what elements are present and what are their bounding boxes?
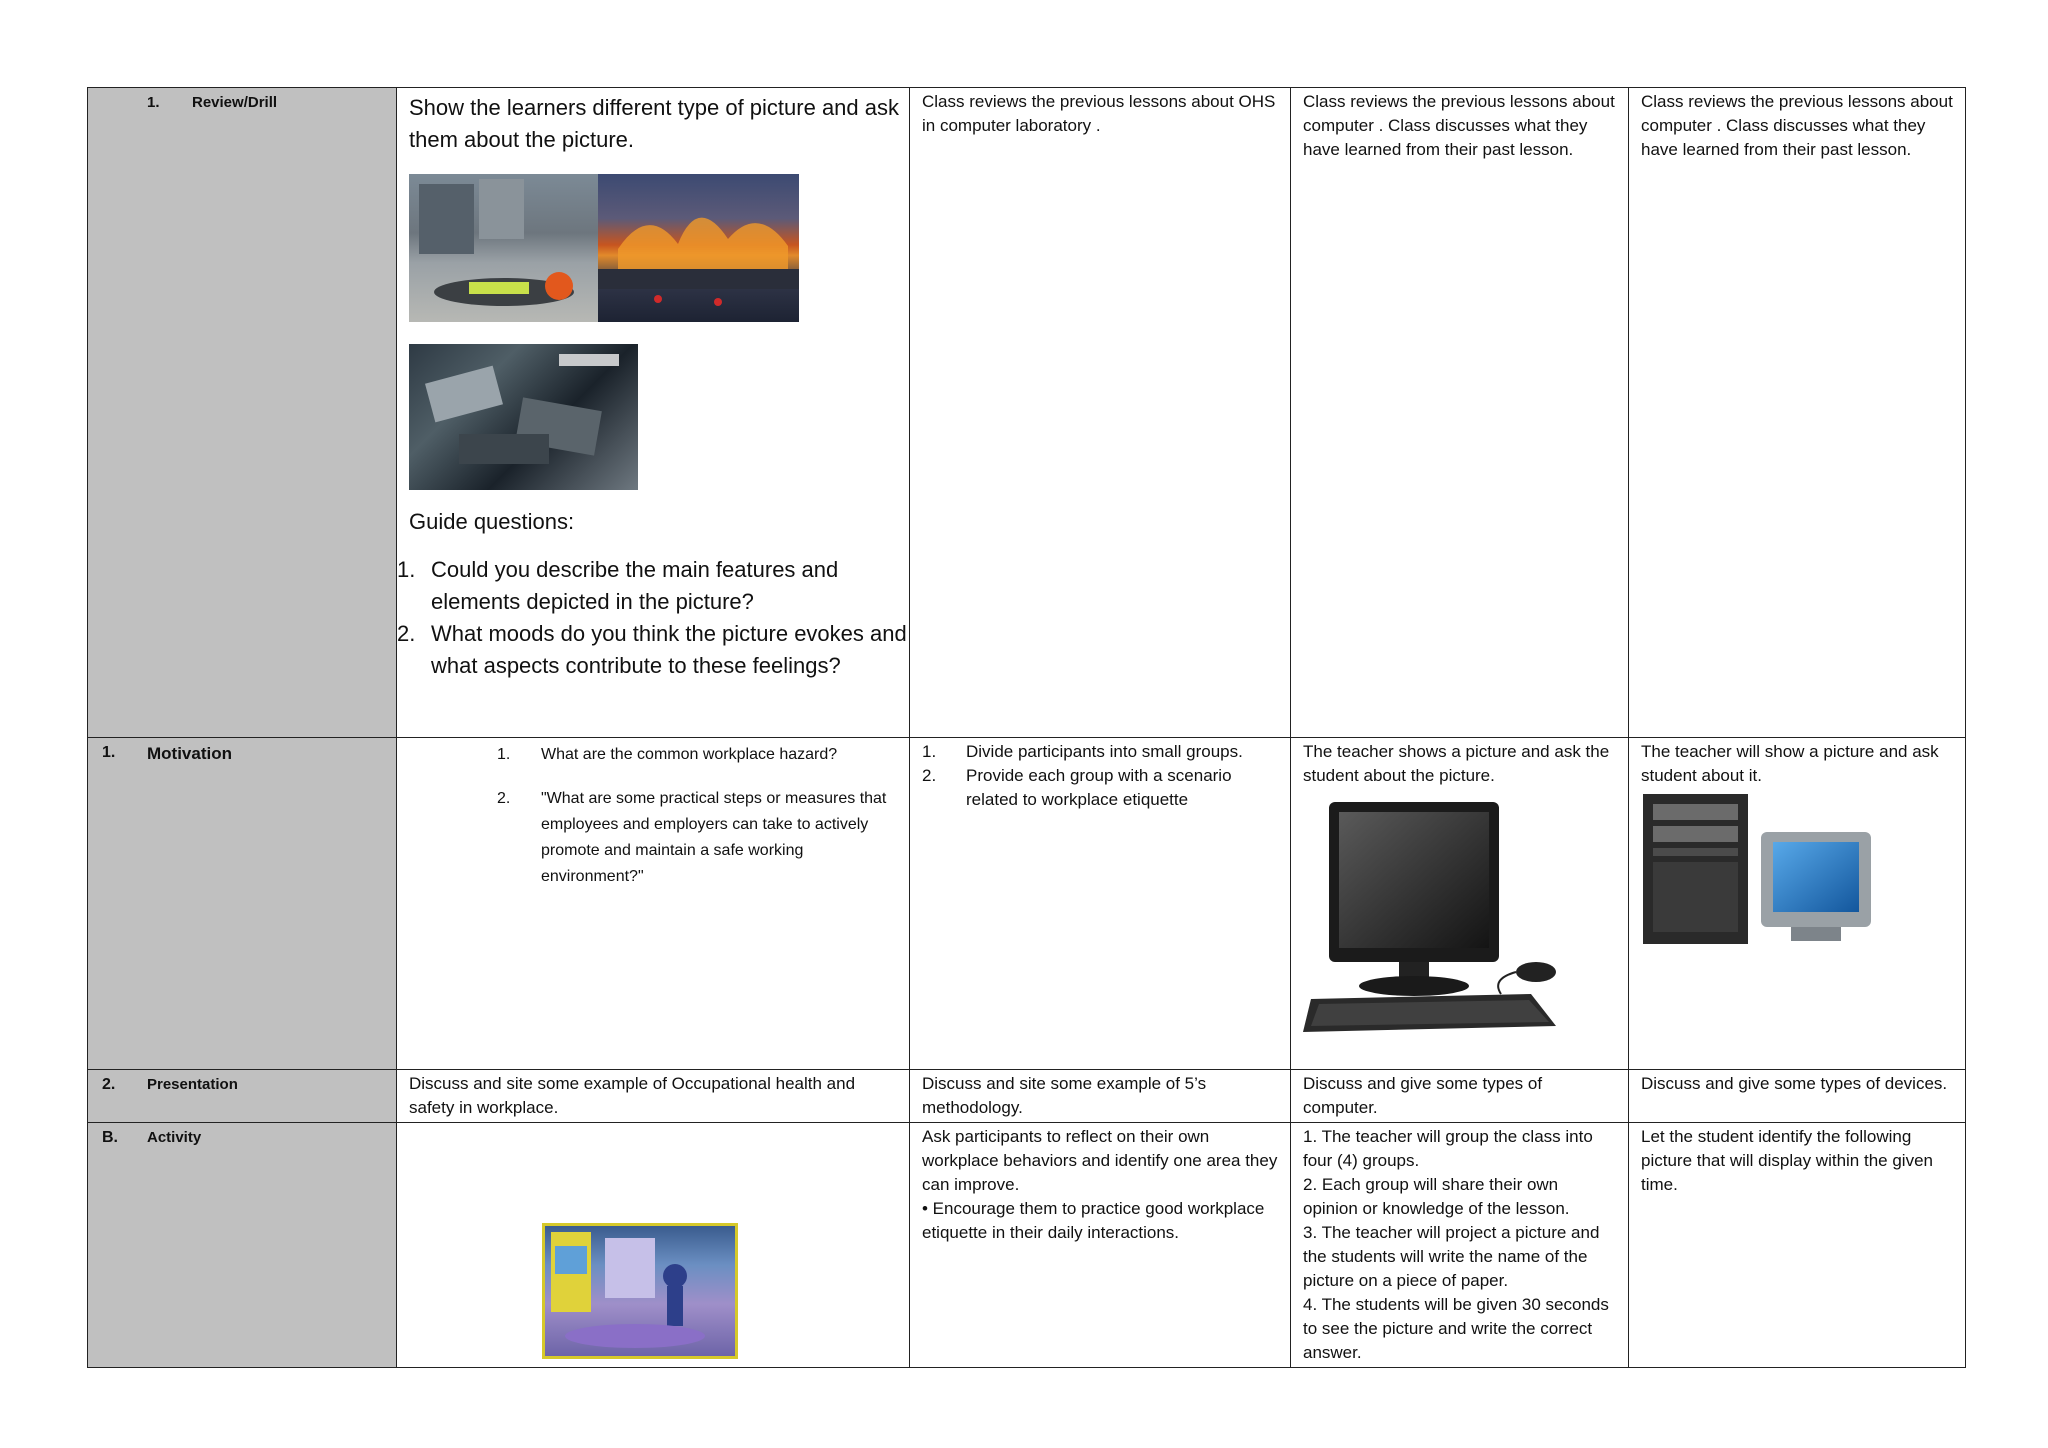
row-label-text: Motivation [147,744,232,763]
motivation-col2-cell [910,738,1291,1070]
review-intro-text: Show the learners different type of picture and ask them about the picture. [409,95,899,152]
row-label-cell [88,1070,397,1123]
motivation-questions-list [397,738,909,890]
row-label-text: Presentation [147,1076,238,1093]
list-text: What are the common workplace hazard? [541,746,838,763]
activity-col4-text: Let the student identify the following picture that will display within the given time. [1641,1127,1933,1194]
row-presentation [88,1070,1966,1123]
review-strategy-cell [397,88,910,738]
motivation-questions-cell [397,738,910,1070]
list-number: 1. [397,557,416,582]
presentation-col3-text: Discuss and give some types of computer. [1303,1074,1543,1117]
hazard-scene-icon [545,1226,735,1356]
row-label-number: 1. [147,94,160,111]
fire-icon [598,174,799,322]
list-number: 1. [497,746,511,763]
motivation-steps-list [910,738,1290,814]
row-label-number: B. [102,1129,118,1146]
building-fire-photo [598,174,799,322]
activity-col2-cell [910,1123,1291,1368]
lesson-plan-table [87,87,1966,1368]
list-number: 1. [922,742,937,761]
activity-col3-text: 1. The teacher will group the class into four (4) groups. 2. Each group will share their own opinion or knowledge of the lesson. 3. The teacher will project a picture and the students will write the name of the picture on a piece of paper. 4. The students will be given 30 seconds to see the picture and write the correct answer. [1303,1127,1609,1362]
list-item [922,764,1278,812]
list-number: 2. [497,790,511,807]
presentation-col2-cell [910,1070,1291,1123]
workplace-accident-photo [409,174,598,322]
review-col3-text: Class reviews the previous lessons about computer . Class discusses what they have learned from their past lesson. [1303,92,1615,159]
activity-col2-text: Ask participants to reflect on their own workplace behaviors and identify one area they can improve. • Encourage them to practice good workplace etiquette in their daily interactions. [922,1127,1278,1242]
list-text: Divide participants into small groups. [966,742,1243,761]
list-item [397,618,909,682]
row-motivation [88,738,1966,1070]
injured-worker-icon [409,174,598,322]
row-review-drill [88,88,1966,738]
presentation-col2-text: Discuss and site some example of 5’s methodology. [922,1074,1207,1117]
motivation-col4-cell [1629,738,1966,1070]
presentation-col4-cell [1629,1070,1966,1123]
list-number: 2. [922,766,937,785]
row-label-text: Activity [147,1129,202,1146]
scrap-computers-icon [409,344,638,490]
guide-questions-list [397,554,909,682]
review-objective-cell [910,88,1291,738]
review-col4-cell [1629,88,1966,738]
presentation-col3-cell [1291,1070,1629,1123]
list-text: What moods do you think the picture evokes and what aspects contribute to these feelings? [431,621,907,678]
motivation-col3-text: The teacher shows a picture and ask the student about the picture. [1303,742,1610,785]
review-col2-text: Class reviews the previous lessons about OHS in computer laboratory . [922,92,1276,135]
guide-questions-title: Guide questions: [409,509,575,534]
activity-image-cell [397,1123,910,1368]
list-number: 2. [397,621,416,646]
list-item [922,740,1278,764]
computer-tower-and-monitor-image [1641,792,1891,952]
activity-col3-cell [1291,1123,1629,1368]
list-item [497,742,897,768]
row-label-cell [88,1123,397,1368]
row-label-number: 1. [102,744,116,761]
list-text: Provide each group with a scenario related to workplace etiquette [966,766,1232,809]
list-text: "What are some practical steps or measures that employees and employers can take to actively promote and maintain a safe working environment?" [541,790,887,885]
electronic-waste-photo [409,344,638,490]
presentation-col1-cell [397,1070,910,1123]
workplace-hazard-illustration [542,1223,738,1359]
row-label-cell [88,738,397,1070]
list-text: Could you describe the main features and elements depicted in the picture? [431,557,839,614]
list-item [397,554,909,618]
row-label-cell [88,88,397,738]
review-col4-text: Class reviews the previous lessons about computer . Class discusses what they have learned from their past lesson. [1641,92,1953,159]
review-col3-cell [1291,88,1629,738]
row-label-text: Review/Drill [192,94,278,111]
row-label-number: 2. [102,1076,116,1093]
presentation-col4-text: Discuss and give some types of devices. [1641,1074,1948,1093]
activity-col4-cell [1629,1123,1966,1368]
motivation-col4-text: The teacher will show a picture and ask student about it. [1641,742,1939,785]
motivation-col3-cell [1291,738,1629,1070]
presentation-col1-text: Discuss and site some example of Occupational health and safety in workplace. [409,1074,856,1117]
row-activity [88,1123,1966,1368]
list-item [497,786,897,890]
desktop-computer-image [1301,794,1581,1044]
